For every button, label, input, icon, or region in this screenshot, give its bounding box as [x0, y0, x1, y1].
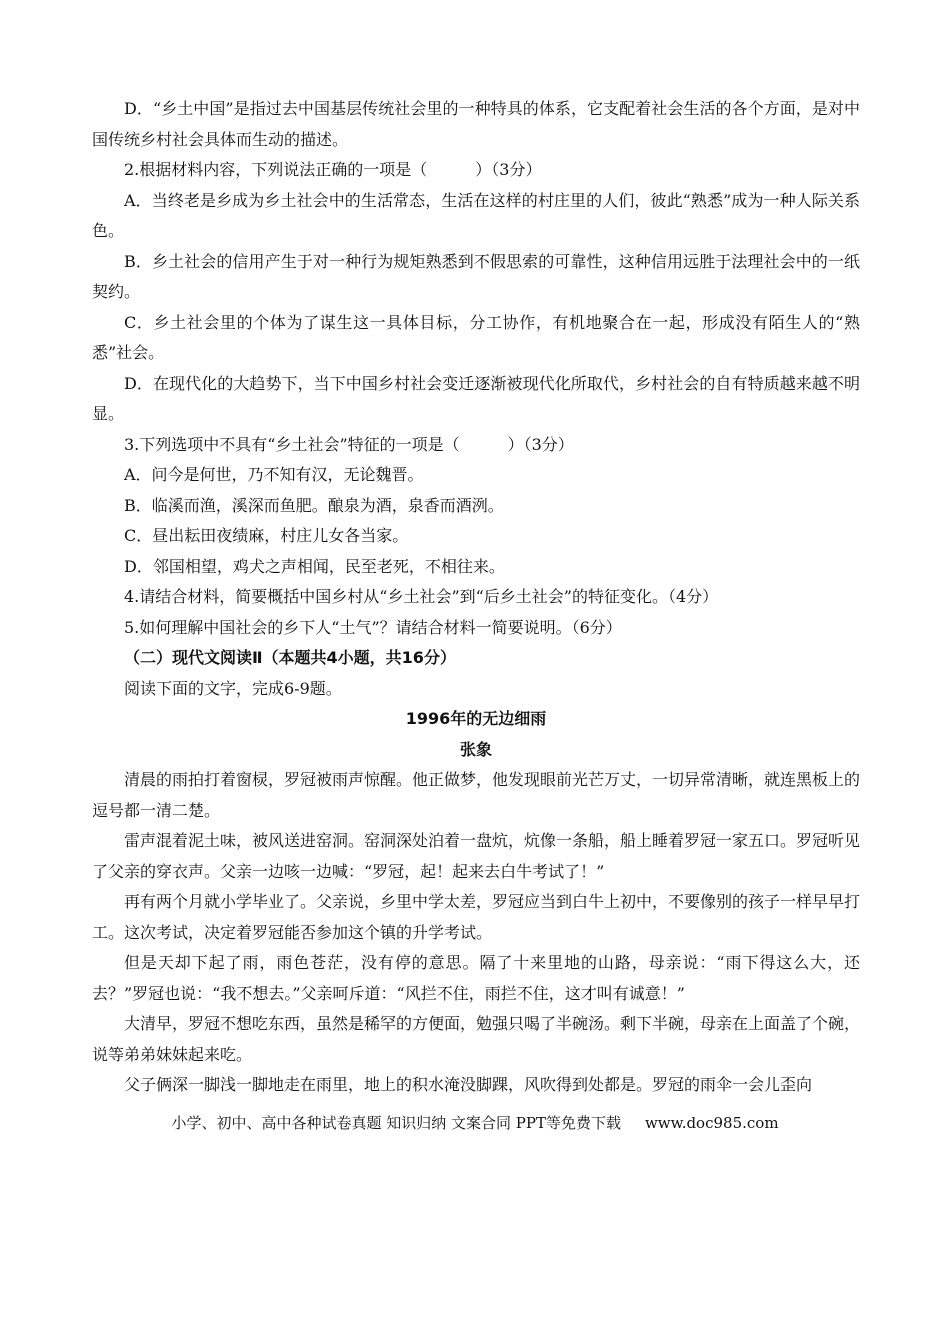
- story-paragraph: 但是天却下起了雨，雨色苍茫，没有停的意思。隔了十来里地的山路，母亲说：“雨下得这么大，还去？”罗冠也说：“我不想去。”父亲呵斥道：“风拦不住，雨拦不住，这才叫有诚意！”: [92, 953, 860, 1003]
- footer-text: 小学、初中、高中各种试卷真题 知识归纳 文案合同 PPT等免费下载: [171, 1114, 621, 1132]
- story-paragraph: 雷声混着泥土味，被风送进窑洞。窑洞深处泊着一盘炕，炕像一条船，船上睡着罗冠一家五口。罗冠听见了父亲的穿衣声。父亲一边咳一边喊：“罗冠，起！起来去白牛考试了！”: [92, 831, 861, 881]
- section-heading: （二）现代文阅读Ⅱ（本题共4小题，共16分）: [124, 648, 456, 667]
- q4: 4.请结合材料，简要概括中国乡村从“乡土社会”到“后乡土社会”的特征变化。（4分）: [124, 587, 719, 606]
- q3-option-a: A．问今是何世，乃不知有汉，无论魏晋。: [124, 465, 424, 484]
- q1-option-d: D．“乡土中国”是指过去中国基层传统社会里的一种特具的体系，它支配着社会生活的各个方面，是对中国传统乡村社会具体而生动的描述。: [92, 99, 860, 149]
- story-title: 1996年的无边细雨: [405, 709, 547, 728]
- q3-stem: 3.下列选项中不具有“乡土社会”特征的一项是（ ）（3分）: [124, 434, 574, 454]
- q2-option-a: A．当终老是乡成为乡土社会中的生活常态，生活在这样的村庄里的人们，彼此“熟悉”成为一种人际关系色。: [92, 190, 860, 240]
- q2-option-b: B．乡土社会的信用产生于对一种行为规矩熟悉到不假思索的可靠性，这种信用远胜于法理社会中的一纸契约。: [92, 251, 860, 301]
- footer-site-link[interactable]: www.doc985.com: [644, 1114, 779, 1132]
- q5: 5.如何理解中国社会的乡下人“土气”？请结合材料一简要说明。（6分）: [124, 617, 622, 637]
- story-paragraph: 清晨的雨拍打着窗棂，罗冠被雨声惊醒。他正做梦，他发现眼前光芒万丈，一切异常清晰，就连黑板上的逗号都一清二楚。: [92, 770, 861, 820]
- q2-option-d: D．在现代化的大趋势下，当下中国乡村社会变迁逐渐被现代化所取代，乡村社会的自有特质越来越不明显。: [92, 373, 860, 423]
- page-content: [92, 94, 860, 1101]
- q2-option-c: C．乡土社会里的个体为了谋生这一具体目标，分工协作，有机地聚合在一起，形成没有陌生人的“熟悉”社会。: [92, 312, 860, 362]
- q2-stem: 2.根据材料内容，下列说法正确的一项是（ ）（3分）: [124, 160, 542, 179]
- q3-option-c: C．昼出耘田夜绩麻，村庄儿女各当家。: [124, 526, 409, 545]
- q3-option-d: D．邻国相望，鸡犬之声相闻，民至老死，不相往来。: [124, 556, 505, 576]
- story-author: 张象: [459, 739, 492, 759]
- page-footer: [0, 1112, 950, 1133]
- reading-instruction: 阅读下面的文字，完成6-9题。: [124, 678, 342, 698]
- q3-option-b: B．临溪而渔，溪深而鱼肥。酿泉为酒，泉香而酒洌。: [124, 495, 504, 515]
- story-paragraph: 父子俩深一脚浅一脚地走在雨里，地上的积水淹没脚踝，风吹得到处都是。罗冠的雨伞一会儿歪向: [124, 1075, 813, 1094]
- story-paragraph: 再有两个月就小学毕业了。父亲说，乡里中学太差，罗冠应当到白牛上初中，不要像别的孩子一样早早打工。这次考试，决定着罗冠能否参加这个镇的升学考试。: [92, 892, 861, 942]
- story-paragraph: 大清早，罗冠不想吃东西，虽然是稀罕的方便面，勉强只喝了半碗汤。剩下半碗，母亲在上面盖了个碗，说等弟弟妹妹起来吃。: [92, 1014, 861, 1064]
